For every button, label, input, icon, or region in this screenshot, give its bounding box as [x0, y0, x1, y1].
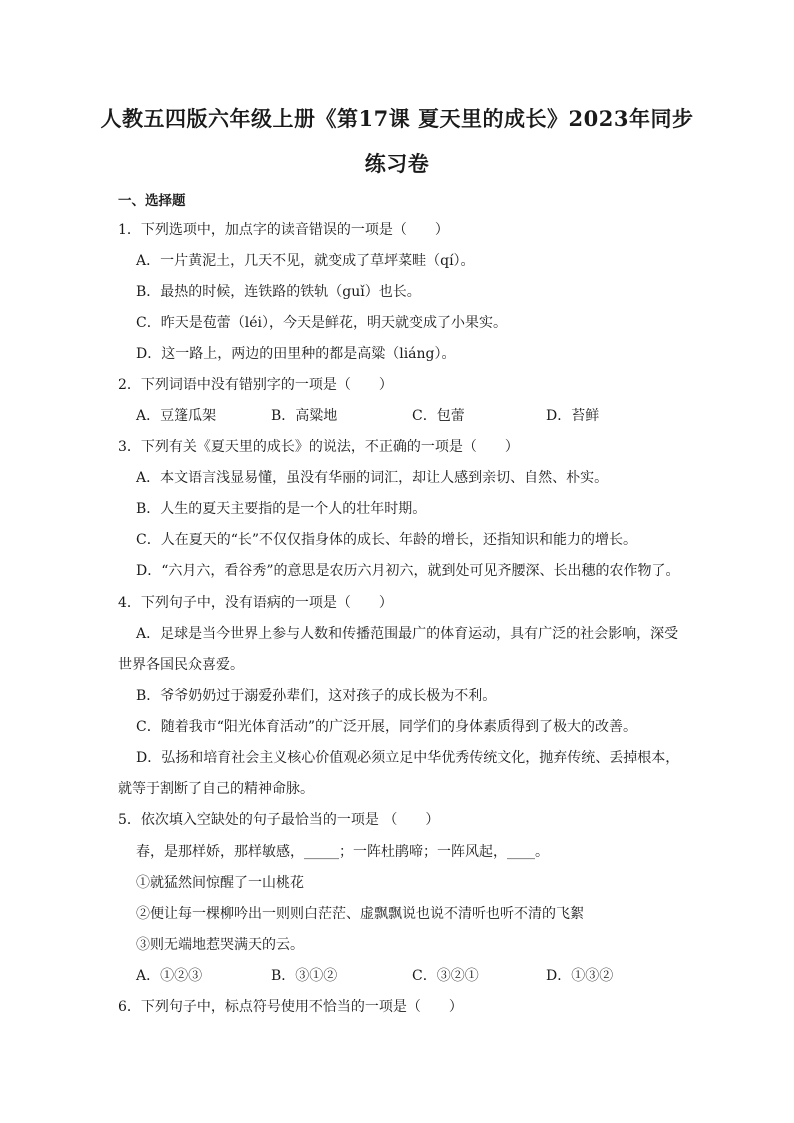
question-4-option-d: D．弘扬和培育社会主义核心价值观必须立足中华优秀传统文化，抛弃传统、丢掉根本，: [136, 750, 680, 766]
question-4-option-d-continued: 就等于割断了自己的精神命脉。: [118, 781, 314, 797]
question-5-option-b: B．③①②: [271, 968, 338, 984]
question-4-stem: 4．下列句子中，没有语病的一项是（ ）: [118, 595, 393, 611]
question-3-option-b: B．人生的夏天主要指的是一个人的壮年时期。: [136, 501, 427, 517]
question-3-stem: 3．下列有关《夏天里的成长》的说法，不正确的一项是（ ）: [118, 439, 519, 455]
question-2-stem: 2．下列词语中没有错别字的一项是（ ）: [118, 377, 393, 393]
question-2-option-c: C．包蕾: [412, 408, 465, 424]
question-4-option-c: C．随着我市“阳光体育活动”的广泛开展，同学们的身体素质得到了极大的改善。: [136, 719, 638, 735]
document-title: 人教五四版六年级上册《第17课 夏天里的成长》2023年同步: [100, 106, 694, 131]
question-5-option-d: D．①③②: [546, 968, 614, 984]
question-5-stem: 5．依次填入空缺处的句子最恰当的一项是 （ ）: [118, 812, 440, 828]
question-1-option-d: D．这一路上，两边的田里种的都是高粱（liáng）。: [136, 346, 456, 362]
question-6-stem: 6．下列句子中，标点符号使用不恰当的一项是（ ）: [118, 999, 463, 1015]
question-5-passage: 春，是那样娇，那样敏感，_____；一阵杜鹃啼；一阵风起，____。: [136, 844, 549, 860]
question-5-sentence-1: ①就猛然间惊醒了一山桃花: [136, 875, 304, 891]
document-title-line2: 练习卷: [364, 151, 430, 176]
question-2-option-a: A．豆篷瓜架: [136, 408, 217, 424]
question-1-option-c: C．昨天是苞蕾（léi），今天是鲜花，明天就变成了小果实。: [136, 315, 507, 331]
question-2-option-d: D．苔鲜: [546, 408, 600, 424]
question-5-sentence-2: ②便让每一棵柳吟出一则则白茫茫、虚飘飘说也说不清听也听不清的飞絮: [136, 906, 584, 922]
question-5-sentence-3: ③则无端地惹哭满天的云。: [136, 937, 304, 953]
question-1-stem: 1．下列选项中，加点字的读音错误的一项是（ ）: [118, 222, 449, 238]
question-5-option-a: A．①②③: [136, 968, 203, 984]
section-heading: 一、选择题: [118, 193, 186, 209]
question-4-option-b: B．爷爷奶奶过于溺爱孙辈们，这对孩子的成长极为不利。: [136, 688, 497, 704]
question-2-option-b: B．高粱地: [271, 408, 338, 424]
question-3-option-c: C．人在夏天的“长”不仅仅指身体的成长、年龄的增长，还指知识和能力的增长。: [136, 532, 638, 548]
question-1-option-a: A．一片黄泥土，几天不见，就变成了草坪菜畦（qí）。: [136, 253, 475, 269]
question-1-option-b: B．最热的时候，连铁路的铁轨（guǐ）也长。: [136, 284, 421, 300]
question-3-option-d: D．“六月六，看谷秀”的意思是农历六月初六，就到处可见齐腰深、长出穗的农作物了。: [136, 563, 680, 579]
question-3-option-a: A．本文语言浅显易懂，虽没有华丽的词汇，却让人感到亲切、自然、朴实。: [136, 470, 609, 486]
question-5-option-c: C．③②①: [412, 968, 479, 984]
question-4-option-a-continued: 世界各国民众喜爱。: [118, 657, 244, 673]
question-4-option-a: A．足球是当今世界上参与人数和传播范围最广的体育运动，具有广泛的社会影响，深受: [136, 626, 679, 642]
